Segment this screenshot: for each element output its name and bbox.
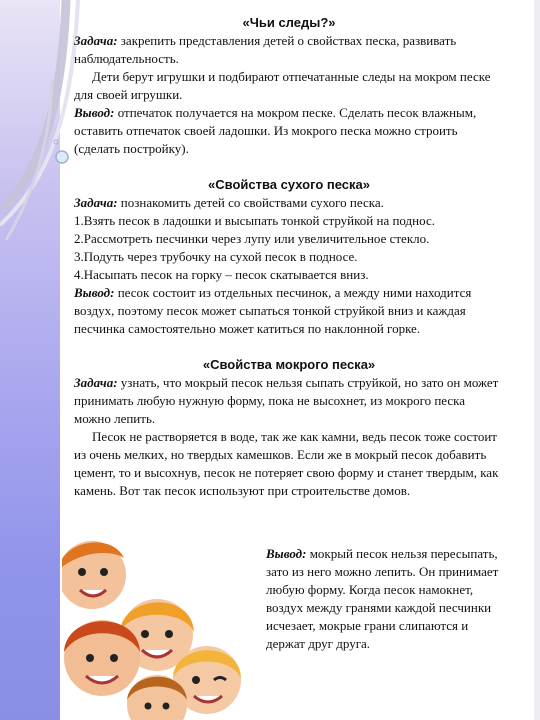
children-illustration [62,540,262,720]
step-item: 4.Насыпать песок на горку – песок скатывается вниз. [74,267,369,282]
task-paragraph [74,32,504,68]
task-label: Задача: [74,33,118,48]
bead-icon [56,151,68,163]
task-label: Задача: [74,375,118,390]
task-text: закрепить представления детей о свойствах песка, развивать наблюдательность. [74,33,457,66]
step-item: 2.Рассмотреть песчинки через лупу или увеличительное стекло. [74,231,430,246]
conclusion-label: Вывод: [74,105,115,120]
conclusion-label: Вывод: [266,546,307,561]
step-item: 3.Подуть через трубочку на сухой песок в подносе. [74,249,358,264]
section-title-tracks: «Чьи следы?» [242,15,336,30]
section-title-dry-sand: «Свойства сухого песка» [208,177,370,192]
task-text: познакомить детей со свойствами сухого песка. [117,195,384,210]
conclusion-paragraph [74,104,504,158]
section-title-wet-sand: «Свойства мокрого песка» [202,357,376,372]
task-label: Задача: [74,195,118,210]
task-paragraph [74,374,504,428]
step-item: 1.Взять песок в ладошки и высыпать тонкой струйкой на поднос. [74,213,435,228]
right-border [534,0,540,720]
conclusion-text: песок состоит из отдельных песчинок, а между ними находится воздух, поэтому песок может сыпаться тонкой струйкой вниз и каждая песчинка самостоятельно может катиться по наклонной горке. [74,285,472,336]
conclusion-box [266,545,500,653]
conclusion-paragraph [74,284,504,338]
conclusion-text: отпечаток получается на мокром песке. Сделать песок влажным, оставить отпечаток своей ладошки. Из мокрого песка можно строить (сделать постройку). [74,105,477,156]
task-text: узнать, что мокрый песок нельзя сыпать струйкой, но зато он может принимать любую нужную форму, пока не высохнет, из мокрого песка можно лепить. [74,375,499,426]
document-body [74,14,504,500]
conclusion-label: Вывод: [74,285,115,300]
conclusion-text: мокрый песок нельзя пересыпать, зато из него можно лепить. Он принимает любую форму. Когда песок намокнет, воздух между гранями каждой песчинки исчезает, мокрые грани слипаются и держат друг друга. [266,546,499,651]
paragraph: Песок не растворяется в воде, так же как камни, ведь песок тоже состоит из очень мелких, но твердых камешков. Если же в мокрый песок добавить цемент, то и высохнув, песок не потеряет свою форму и станет твердым, как камень. Вот так песок используют при строительстве домов. [74,429,499,498]
paragraph: Дети берут игрушки и подбирают отпечатанные следы на мокром песке для своей игрушки. [74,69,491,102]
task-paragraph [74,194,504,212]
